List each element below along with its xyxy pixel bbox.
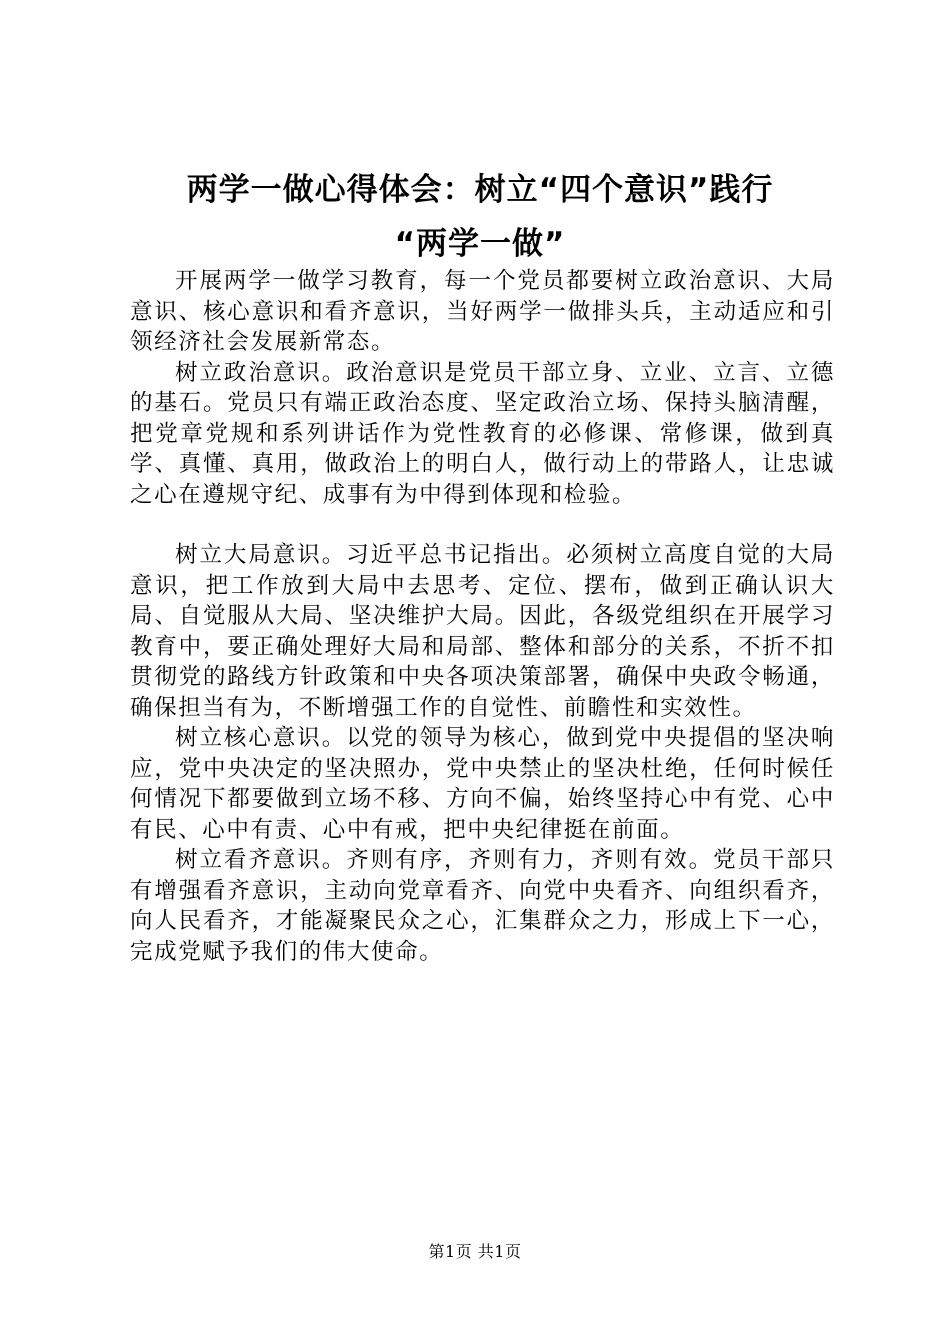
page-number-footer: 第1页 共1页 <box>428 1242 522 1261</box>
document-title <box>130 163 830 271</box>
paragraph-core-awareness: 树立核心意识。以党的领导为核心，做到党中央提倡的坚决响应，党中央决定的坚决照办，党中央禁止的坚决杜绝，任何时候任何情况下都要做到立场不移、方向不偏，始终坚持心中有党、心中有民、心中有责、心中有戒，把中央纪律挺在前面。 <box>130 725 835 843</box>
title-line-2: “两学一做” <box>394 226 566 262</box>
paragraph-intro: 开展两学一做学习教育，每一个党员都要树立政治意识、大局意识、核心意识和看齐意识，当好两学一做排头兵，主动适应和引领经济社会发展新常态。 <box>130 268 835 355</box>
paragraph-overall-awareness: 树立大局意识。习近平总书记指出。必须树立高度自觉的大局意识，把工作放到大局中去思考、定位、摆布，做到正确认识大局、自觉服从大局、坚决维护大局。因此，各级党组织在开展学习教育中，要正确处理好大局和局部、整体和部分的关系，不折不扣贯彻党的路线方针政策和中央各项决策部署，确保中央政令畅通，确保担当有为，不断增强工作的自觉性、前瞻性和实效性。 <box>130 542 835 721</box>
paragraph-alignment-awareness: 树立看齐意识。齐则有序，齐则有力，齐则有效。党员干部只有增强看齐意识，主动向党章看齐、向党中央看齐、向组织看齐，向人民看齐，才能凝聚民众之心，汇集群众之力，形成上下一心，完成党赋予我们的伟大使命。 <box>130 847 835 965</box>
paragraph-political-awareness: 树立政治意识。政治意识是党员干部立身、立业、立言、立德的基石。党员只有端正政治态度、坚定政治立场、保持头脑清醒，把党章党规和系列讲话作为党性教育的必修课、常修课，做到真学、真懂、真用，做政治上的明白人，做行动上的带路人，让忠诚之心在遵规守纪、成事有为中得到体现和检验。 <box>130 359 835 508</box>
title-line-1: 两学一做心得体会：树立“四个意识”践行 <box>186 172 774 208</box>
document-body <box>130 266 835 967</box>
